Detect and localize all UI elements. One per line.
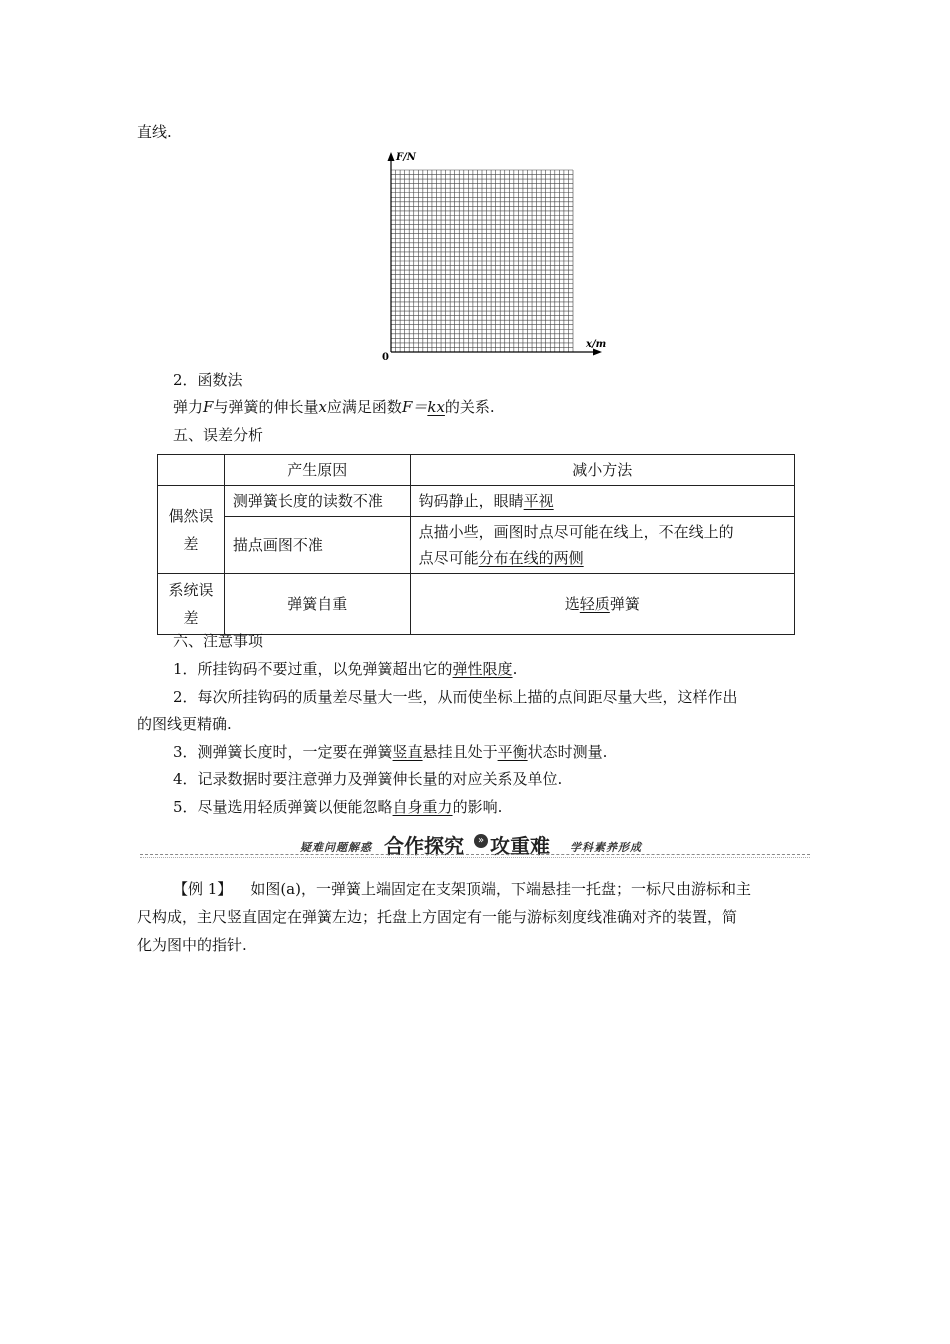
banner-right-caption: 学科素养形成 <box>570 841 642 854</box>
note-item-5: 5．尽量选用轻质弹簧以便能忽略自身重力的影响. <box>173 798 503 816</box>
y-axis-arrow <box>388 152 395 161</box>
group-label-random: 偶然误差 <box>158 486 225 574</box>
banner-rule <box>140 854 810 855</box>
method2-title: 2．函数法 <box>173 371 243 389</box>
banner-title-a: 合作探究 <box>384 834 464 858</box>
table-row <box>158 486 795 517</box>
table-row <box>158 574 795 635</box>
section-banner <box>140 828 810 862</box>
note-item-1: 1．所挂钩码不要过重，以免弹簧超出它的弹性限度. <box>173 660 518 678</box>
banner-rule-2 <box>140 857 810 858</box>
header-method: 减小方法 <box>410 455 794 486</box>
header-cause: 产生原因 <box>224 455 410 486</box>
note-item-3: 3．测弹簧长度时，一定要在弹簧竖直悬挂且处于平衡状态时测量. <box>173 743 608 761</box>
formula-rhs: kx <box>427 398 445 416</box>
section5-title: 五、误差分析 <box>173 426 264 444</box>
y-axis-label: F/N <box>396 152 416 163</box>
row1-cause: 测弹簧长度的读数不准 <box>224 486 410 517</box>
row1-method: 钩码静止，眼睛平视 <box>410 486 794 517</box>
table-corner <box>158 455 225 486</box>
group-label-systematic: 系统误差 <box>158 574 225 635</box>
note-item-2-line2: 的图线更精确. <box>137 715 232 733</box>
intro-fragment: 直线. <box>137 123 172 141</box>
example-label: 【例 1】 <box>173 880 233 898</box>
section6-title: 六、注意事项 <box>173 632 264 650</box>
example1-line2: 尺构成，主尺竖直固定在弹簧左边；托盘上方固定有一能与游标刻度线准确对齐的装置，简 <box>137 908 738 926</box>
note-item-4: 4．记录数据时要注意弹力及弹簧伸长量的对应关系及单位. <box>173 770 563 788</box>
example1-line1: 【例 1】 如图(a)，一弹簧上端固定在支架顶端，下端悬挂一托盘；一标尺由游标和主 <box>173 880 751 898</box>
banner-left-caption: 疑难问题解惑 <box>300 841 372 854</box>
grid-lines <box>391 170 573 352</box>
x-axis-label: x/m <box>586 339 607 350</box>
error-analysis-table <box>157 454 795 635</box>
example1-line3: 化为图中的指针. <box>137 936 247 954</box>
force-extension-grid <box>370 148 620 363</box>
note-item-2-line1: 2．每次所挂钩码的质量差尽量大一些，从而使坐标上描的点间距尽量大些，这样作出 <box>173 688 738 706</box>
formula-lhs: F＝ <box>401 398 428 416</box>
origin-label: 0 <box>382 352 389 363</box>
row2-cause: 描点画图不准 <box>224 517 410 574</box>
double-chevron-icon: » <box>474 834 488 848</box>
method2-text: 弹力F与弹簧的伸长量x应满足函数F＝kx的关系. <box>173 398 495 416</box>
row2-method: 点描小些，画图时点尽可能在线上，不在线上的 点尽可能分布在线的两侧 <box>410 517 794 574</box>
row3-method: 选轻质弹簧 <box>410 574 794 635</box>
row3-cause: 弹簧自重 <box>224 574 410 635</box>
banner-title-b: 攻重难 <box>490 834 550 858</box>
table-row <box>158 517 795 574</box>
table-header-row <box>158 455 795 486</box>
